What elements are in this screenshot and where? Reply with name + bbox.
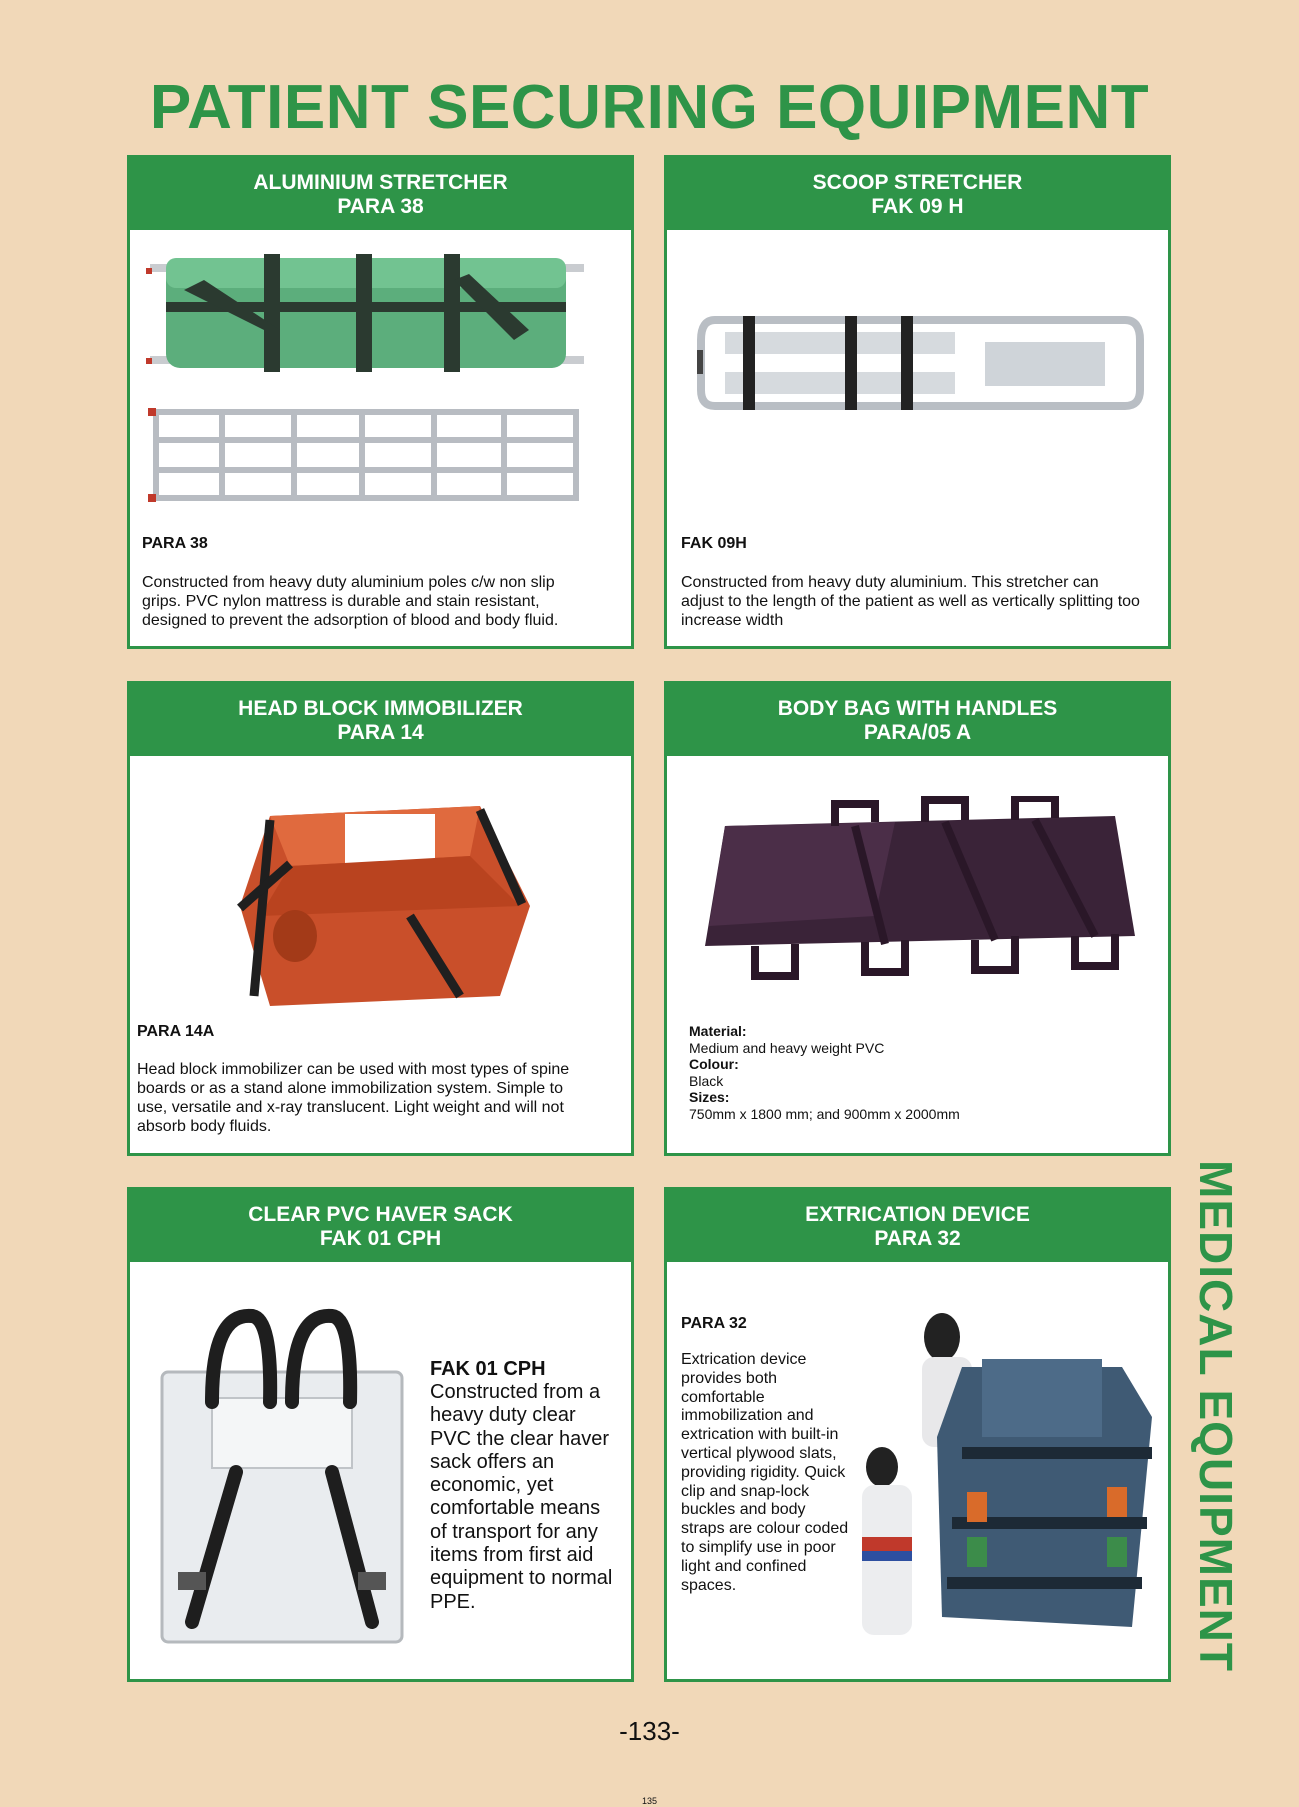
spec-colour: Black: [689, 1072, 724, 1089]
card-code: FAK 09 H: [871, 195, 964, 218]
product-specs: [689, 1023, 1149, 1122]
body-bag-image: [695, 796, 1145, 986]
product-card-haver-sack: [127, 1187, 634, 1682]
spec-label-sizes: Sizes:: [689, 1089, 730, 1105]
card-title: HEAD BLOCK IMMOBILIZER: [238, 697, 523, 720]
card-code: FAK 01 CPH: [319, 1227, 442, 1250]
head-block-image: [230, 786, 550, 1016]
aluminium-stretcher-image: [144, 240, 614, 520]
side-section-label: [1183, 1160, 1243, 1680]
product-code: FAK 09H: [681, 535, 747, 552]
card-title: ALUMINIUM STRETCHER: [253, 171, 508, 194]
scoop-stretcher-image: [695, 310, 1145, 430]
spec-material: Medium and heavy weight PVC: [689, 1039, 885, 1056]
side-section-label-text: MEDICAL EQUIPMENT: [1190, 1160, 1242, 1672]
product-description: Extrication device provides both comfortable immobilization and extrication with built-in vertical plywood slats, providing rigidity. Quick clip and snap-lock buckles and body straps are colour coded to simplify use in poor light and confined spaces.: [681, 1351, 849, 1594]
product-card-extrication-device: [664, 1187, 1171, 1682]
card-code: PARA 32: [874, 1227, 961, 1250]
product-card-body-bag: [664, 681, 1171, 1156]
spec-sizes: 750mm x 1800 mm; and 900mm x 2000mm: [689, 1105, 960, 1122]
card-title: SCOOP STRETCHER: [812, 171, 1023, 194]
card-code: PARA 14: [337, 721, 424, 744]
card-header: [130, 684, 631, 756]
card-code: PARA/05 A: [863, 721, 972, 744]
product-description: Head block immobilizer can be used with most types of spine boards or as a stand alone immobilization system. Simple to use, versatile and x-ray translucent. Light weight and will not absorb body fluids.: [137, 1061, 570, 1135]
card-header: [130, 158, 631, 230]
product-card-head-block: [127, 681, 634, 1156]
product-code: PARA 38: [142, 535, 208, 552]
product-code: PARA 32: [681, 1315, 747, 1332]
haver-sack-image: [152, 1302, 412, 1652]
product-card-scoop-stretcher: [664, 155, 1171, 649]
card-header: [667, 1190, 1168, 1262]
extrication-device-image: [852, 1297, 1162, 1647]
spec-label-material: Material:: [689, 1023, 747, 1039]
product-card-aluminium-stretcher: [127, 155, 634, 649]
card-title: CLEAR PVC HAVER SACK: [248, 1203, 513, 1226]
card-header: [667, 158, 1168, 230]
haver-sack-code: FAK 01 CPH: [430, 1358, 546, 1380]
haver-sack-description: Constructed from a heavy duty clear PVC the clear haver sack offers an economic, yet comfortable means of transport for any items from first aid equipment to normal PPE.: [430, 1381, 613, 1613]
folio-number: 135: [641, 1796, 658, 1806]
spec-label-colour: Colour:: [689, 1056, 739, 1072]
product-description: Constructed from heavy duty aluminium. This stretcher can adjust to the length of the patient as well as vertically splitting too increase width: [681, 574, 1140, 629]
card-header: [130, 1190, 631, 1262]
page-title: PATIENT SECURING EQUIPMENT: [149, 73, 1150, 142]
card-code: PARA 38: [337, 195, 424, 218]
product-description: Constructed from heavy duty aluminium poles c/w non slip grips. PVC nylon mattress is durable and stain resistant, designed to prevent the adsorption of blood and body fluid.: [142, 574, 559, 629]
card-title: EXTRICATION DEVICE: [805, 1203, 1030, 1226]
card-title: BODY BAG WITH HANDLES: [777, 697, 1058, 720]
card-header: [667, 684, 1168, 756]
page-number: -133-: [619, 1716, 680, 1746]
product-code: PARA 14A: [137, 1023, 215, 1040]
